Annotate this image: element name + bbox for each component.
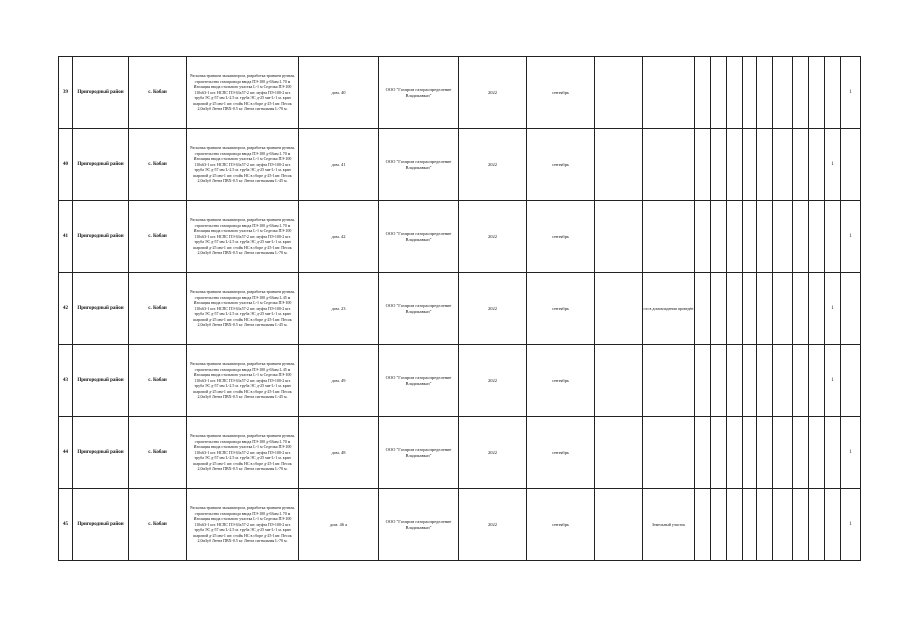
village-cell: с. Кобан xyxy=(129,57,187,129)
work-description: Раскопка траншеи экскаватором, разработка траншеи ручная, строительство газопровода ввода ПЭ-100 д-63мм L 70 м Изоляция ввода стального участка L-1 м Седелка ПЭ-100 110х63-1 шт. НСПС ПЭ 63х57-2 шт. муфта ПЭ-100-2 шт. труба ЭС д-57 мм L-2.5 м. труба ЭС д-25 мм-L-1 м. кран шаровой д-25 мм-1 шт. стойк НС в сборе д-25-1шт. Песок 2,0м3уб Лента ПВХ-0.5 кг. Лента сигнальная L-45 м. xyxy=(187,129,299,201)
table-row xyxy=(59,129,861,201)
mark-cell xyxy=(793,273,809,345)
mark-cell xyxy=(727,345,743,417)
empty-cell xyxy=(595,345,643,417)
row-number: 44 xyxy=(59,417,73,489)
mark-cell xyxy=(825,201,841,273)
note-cell xyxy=(643,417,695,489)
mark-cell xyxy=(695,57,711,129)
contractor-org: ООО "Газпром газораспределение Владикавказ" xyxy=(379,345,459,417)
mark-cell xyxy=(757,57,773,129)
mark-cell xyxy=(757,489,773,561)
contractor-org: ООО "Газпром газораспределение Владикавказ" xyxy=(379,417,459,489)
row-number: 42 xyxy=(59,273,73,345)
mark-cell xyxy=(773,201,793,273)
mark-cell xyxy=(773,345,793,417)
mark-cell xyxy=(757,201,773,273)
mark-cell xyxy=(727,273,743,345)
mark-cell xyxy=(743,489,757,561)
note-cell xyxy=(643,201,695,273)
mark-cell xyxy=(773,129,793,201)
work-description: Раскопка траншеи экскаватором, разработка траншеи ручная, строительство газопровода ввода ПЭ-100 д-63мм L 45 м Изоляция ввода стального участка L-1 м Седелка ПЭ-100 110х63-1 шт. НСПС ПЭ 63х57-2 шт. муфта ПЭ-100-2 шт. труба ЭС д-57 мм L-2.5 м. труба ЭС д-25 мм-L-1 м. кран шаровой д-25 мм-1 шт. стойк НС в сборе д-25-1шт. Песок 2,0м3уб Лента ПВХ-0.5 кг. Лента сигнальная L-45 м. xyxy=(187,273,299,345)
empty-cell xyxy=(595,273,643,345)
contractor-org: ООО "Газпром газораспределение Владикавказ" xyxy=(379,489,459,561)
mark-cell xyxy=(711,489,727,561)
table-row xyxy=(59,345,861,417)
district-cell: Пригородный район xyxy=(73,417,129,489)
house-number: дом. 40 xyxy=(299,57,379,129)
mark-cell xyxy=(773,57,793,129)
contractor-org: ООО "Газпром газораспределение Владикавказ" xyxy=(379,129,459,201)
mark-cell: 1 xyxy=(825,129,841,201)
mark-cell xyxy=(743,129,757,201)
mark-cell xyxy=(841,129,861,201)
work-description: Раскопка траншеи экскаватором, разработка траншеи ручная, строительство газопровода ввода ПЭ-100 д-63мм L 45 м Изоляция ввода стального участка L-1 м Седелка ПЭ-100 110х63-1 шт. НСПС ПЭ 63х57-2 шт. муфта ПЭ-100-2 шт. труба ЭС д-57 мм L-2.5 м. труба ЭС д-25 мм-L-1 м. кран шаровой д-25 мм-1 шт. стойк НС в сборе д-25-1шт. Песок 2,0м3уб Лента ПВХ-0.5 кг. Лента сигнальная L-45 м. xyxy=(187,345,299,417)
mark-cell xyxy=(825,417,841,489)
mark-cell xyxy=(841,273,861,345)
note-cell xyxy=(643,129,695,201)
month-cell: сентябрь xyxy=(527,57,595,129)
empty-cell xyxy=(595,417,643,489)
mark-cell: 1 xyxy=(841,417,861,489)
mark-cell xyxy=(793,345,809,417)
year-cell: 2022 xyxy=(459,273,527,345)
mark-cell xyxy=(695,345,711,417)
mark-cell xyxy=(825,489,841,561)
month-cell: сентябрь xyxy=(527,129,595,201)
month-cell: сентябрь xyxy=(527,201,595,273)
year-cell: 2022 xyxy=(459,201,527,273)
table-row xyxy=(59,489,861,561)
mark-cell xyxy=(793,201,809,273)
work-description: Раскопка траншеи экскаватором, разработка траншеи ручная, строительство газопровода ввода ПЭ-100 д-63мм L 70 м Изоляция ввода стального участка L-1 м Седелка ПЭ-100 110х63-1 шт. НСПС ПЭ 63х57-2 шт. муфта ПЭ-100-2 шт. труба ЭС д-57 мм L-2.5 м. труба ЭС д-25 мм-L-1 м. кран шаровой д-25 мм-1 шт. стойк НС в сборе д-25-1шт. Песок 2,0м3уб Лента ПВХ-0.5 кг. Лента сигнальная L-70 м. xyxy=(187,489,299,561)
village-cell: с. Кобан xyxy=(129,273,187,345)
row-number: 39 xyxy=(59,57,73,129)
mark-cell xyxy=(793,57,809,129)
house-number: дом. 41 xyxy=(299,129,379,201)
mark-cell xyxy=(727,57,743,129)
mark-cell xyxy=(711,201,727,273)
mark-cell xyxy=(743,273,757,345)
table-row xyxy=(59,273,861,345)
month-cell: сентябрь xyxy=(527,489,595,561)
empty-cell xyxy=(595,57,643,129)
empty-cell xyxy=(595,201,643,273)
mark-cell xyxy=(793,417,809,489)
mark-cell xyxy=(809,201,825,273)
mark-cell xyxy=(695,417,711,489)
mark-cell xyxy=(809,489,825,561)
mark-cell xyxy=(773,273,793,345)
empty-cell xyxy=(595,489,643,561)
mark-cell xyxy=(793,489,809,561)
year-cell: 2022 xyxy=(459,57,527,129)
mark-cell xyxy=(757,129,773,201)
mark-cell xyxy=(711,345,727,417)
mark-cell xyxy=(743,417,757,489)
work-description: Раскопка траншеи экскаватором, разработка траншеи ручная, строительство газопровода ввода ПЭ-100 д-63мм L 70 м Изоляция ввода стального участка L-1 м Седелка ПЭ-100 110х63-1 шт. НСПС ПЭ 63х57-2 шт. муфта ПЭ-100-2 шт. труба ЭС д-57 мм L-2.5 м. труба ЭС д-25 мм-L-1 м. кран шаровой д-25 мм-1 шт. стойк НС в сборе д-25-1шт. Песок 2,0м3уб Лента ПВХ-0.5 кг. Лента сигнальная L-70 м. xyxy=(187,417,299,489)
mark-cell xyxy=(743,201,757,273)
district-cell: Пригородный район xyxy=(73,57,129,129)
mark-cell: 1 xyxy=(825,273,841,345)
mark-cell xyxy=(695,273,711,345)
village-cell: с. Кобан xyxy=(129,345,187,417)
note-cell xyxy=(643,345,695,417)
work-description: Раскопка траншеи экскаватором, разработка траншеи ручная, строительство газопровода ввода ПЭ-100 д-63мм L 70 м Изоляция ввода стального участка L-1 м Седелка ПЭ-100 110х63-1 шт. НСПС ПЭ 63х57-2 шт. муфта ПЭ-100-2 шт. труба ЭС д-57 мм L-2.5 м. труба ЭС д-25 мм-L-1 м. кран шаровой д-25 мм-1 шт. стойк НС в сборе д-25-1шт. Песок 2,0м3уб Лента ПВХ-0.5 кг. Лента сигнальная L-70 м. xyxy=(187,57,299,129)
row-number: 41 xyxy=(59,201,73,273)
note-cell xyxy=(643,57,695,129)
table-row xyxy=(59,57,861,129)
mark-cell xyxy=(727,489,743,561)
house-number: дом. 42 xyxy=(299,201,379,273)
note-cell: газ в домовладении проведён xyxy=(643,273,695,345)
mark-cell xyxy=(695,489,711,561)
mark-cell xyxy=(727,129,743,201)
district-cell: Пригородный район xyxy=(73,273,129,345)
mark-cell xyxy=(743,345,757,417)
village-cell: с. Кобан xyxy=(129,201,187,273)
mark-cell xyxy=(711,273,727,345)
mark-cell: 1 xyxy=(825,345,841,417)
district-cell: Пригородный район xyxy=(73,129,129,201)
month-cell: сентябрь xyxy=(527,417,595,489)
village-cell: с. Кобан xyxy=(129,417,187,489)
village-cell: с. Кобан xyxy=(129,129,187,201)
village-cell: с. Кобан xyxy=(129,489,187,561)
mark-cell xyxy=(773,489,793,561)
district-cell: Пригородный район xyxy=(73,201,129,273)
table-row xyxy=(59,417,861,489)
mark-cell xyxy=(695,129,711,201)
mark-cell xyxy=(711,129,727,201)
year-cell: 2022 xyxy=(459,489,527,561)
mark-cell xyxy=(825,57,841,129)
table-row xyxy=(59,201,861,273)
mark-cell xyxy=(809,345,825,417)
work-description: Раскопка траншеи экскаватором, разработка траншеи ручная, строительство газопровода ввода ПЭ-100 д-63мм L 70 м Изоляция ввода стального участка L-1 м Седелка ПЭ-100 110х63-1 шт. НСПС ПЭ 63х57-2 шт. муфта ПЭ-100-2 шт. труба ЭС д-57 мм L-2.5 м. труба ЭС д-25 мм-L-1 м. кран шаровой д-25 мм-1 шт. стойк НС в сборе д-25-1шт. Песок 2,0м3уб Лента ПВХ-0.5 кг. Лента сигнальная L-70 м. xyxy=(187,201,299,273)
mark-cell: 1 xyxy=(841,201,861,273)
contractor-org: ООО "Газпром газораспределение Владикавказ" xyxy=(379,273,459,345)
document-table-wrapper xyxy=(58,56,861,561)
row-number: 45 xyxy=(59,489,73,561)
mark-cell xyxy=(841,345,861,417)
mark-cell xyxy=(695,201,711,273)
house-number: дом. 46 а xyxy=(299,489,379,561)
mark-cell xyxy=(711,57,727,129)
month-cell: сентябрь xyxy=(527,345,595,417)
year-cell: 2022 xyxy=(459,129,527,201)
mark-cell xyxy=(809,417,825,489)
house-number: дом. 48 xyxy=(299,417,379,489)
house-number: дом. 23 xyxy=(299,273,379,345)
mark-cell xyxy=(809,273,825,345)
mark-cell: 1 xyxy=(841,57,861,129)
year-cell: 2022 xyxy=(459,345,527,417)
note-cell: Земельный участок xyxy=(643,489,695,561)
mark-cell xyxy=(711,417,727,489)
mark-cell xyxy=(757,417,773,489)
row-number: 43 xyxy=(59,345,73,417)
mark-cell xyxy=(727,417,743,489)
mark-cell xyxy=(809,129,825,201)
mark-cell: 1 xyxy=(841,489,861,561)
month-cell: сентябрь xyxy=(527,273,595,345)
house-number: дом. 49 xyxy=(299,345,379,417)
district-cell: Пригородный район xyxy=(73,345,129,417)
year-cell: 2022 xyxy=(459,417,527,489)
contractor-org: ООО "Газпром газораспределение Владикавказ" xyxy=(379,201,459,273)
mark-cell xyxy=(757,273,773,345)
row-number: 40 xyxy=(59,129,73,201)
empty-cell xyxy=(595,129,643,201)
mark-cell xyxy=(743,57,757,129)
mark-cell xyxy=(793,129,809,201)
gasification-table xyxy=(58,56,861,561)
mark-cell xyxy=(757,345,773,417)
district-cell: Пригородный район xyxy=(73,489,129,561)
contractor-org: ООО "Газпром газораспределение Владикавказ" xyxy=(379,57,459,129)
mark-cell xyxy=(809,57,825,129)
mark-cell xyxy=(727,201,743,273)
mark-cell xyxy=(773,417,793,489)
